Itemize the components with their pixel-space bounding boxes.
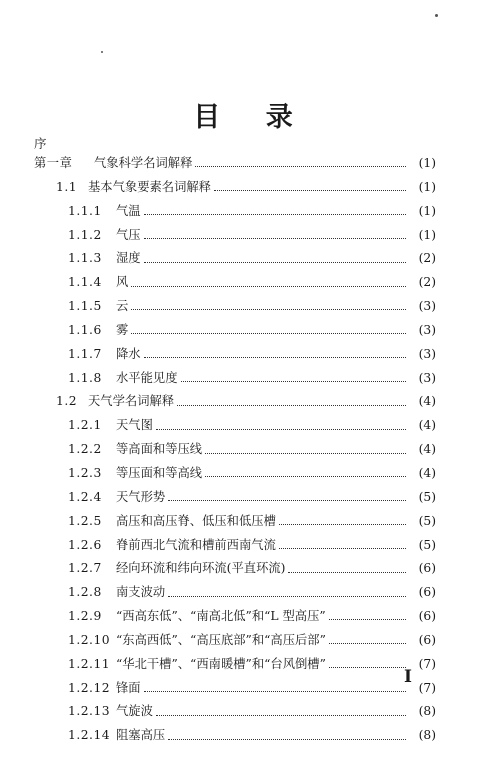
toc-label: 雾 [116, 322, 129, 337]
toc-label: 等高面和等压线 [116, 442, 203, 457]
toc-page: (3) [418, 346, 436, 361]
toc-label: 天气形势 [116, 489, 166, 504]
toc-item [34, 534, 436, 558]
toc-item [34, 510, 436, 534]
toc-number: 1.2 [56, 394, 78, 409]
toc-number: 1.2.10 [68, 632, 111, 647]
scan-speck [101, 51, 103, 53]
dot-leader [288, 572, 406, 573]
dot-leader [168, 596, 406, 597]
dot-leader [168, 500, 406, 501]
toc-label: 气压 [116, 227, 141, 242]
toc-item [34, 700, 436, 724]
toc-label: 气旋波 [116, 704, 153, 719]
table-of-contents [34, 152, 436, 748]
dot-leader [144, 357, 406, 358]
toc-page: (5) [418, 537, 436, 552]
toc-label: 脊前西北气流和槽前西南气流 [116, 537, 276, 552]
toc-item [34, 629, 436, 653]
toc-item [34, 653, 436, 677]
dot-leader [205, 453, 406, 454]
toc-page: (7) [418, 680, 436, 695]
toc-item [34, 581, 436, 605]
toc-label: 湿度 [116, 251, 141, 266]
toc-number: 第一章 [34, 156, 73, 170]
toc-label: 南支波动 [116, 585, 166, 600]
toc-number: 1.2.5 [68, 513, 102, 528]
toc-number: 1.1.6 [68, 322, 102, 337]
dot-leader [181, 381, 407, 382]
toc-label: 气象科学名词解释 [94, 156, 193, 170]
toc-label: 基本气象要素名词解释 [88, 179, 211, 194]
toc-number: 1.2.2 [68, 442, 102, 457]
toc-page: (7) [418, 656, 436, 671]
toc-label: 天气学名词解释 [88, 394, 175, 409]
dot-leader [205, 476, 406, 477]
dot-leader [156, 715, 406, 716]
toc-label: 风 [116, 275, 129, 290]
toc-number: 1.2.13 [68, 704, 111, 719]
toc-page: (2) [418, 275, 436, 290]
toc-item [34, 200, 436, 224]
toc-number: 1.1.5 [68, 299, 102, 314]
dot-leader [131, 309, 406, 310]
toc-item [34, 319, 436, 343]
toc-page: (6) [418, 585, 436, 600]
dot-leader [144, 214, 406, 215]
dot-leader [329, 619, 406, 620]
toc-label: 等压面和等高线 [116, 465, 203, 480]
toc-page: (4) [418, 394, 436, 409]
toc-label: “东高西低”、“高压底部”和“高压后部” [116, 632, 326, 647]
toc-number: 1.1.4 [68, 275, 102, 290]
toc-number: 1.2.3 [68, 465, 102, 480]
toc-page: (6) [418, 609, 436, 624]
dot-leader [177, 405, 406, 406]
toc-number: 1.1.8 [68, 370, 102, 385]
toc-number: 1.2.12 [68, 680, 111, 695]
toc-number: 1.1.2 [68, 227, 102, 242]
dot-leader [329, 643, 406, 644]
toc-label: 降水 [116, 346, 141, 361]
toc-page: (1) [418, 227, 436, 242]
toc-number: 1.2.7 [68, 561, 102, 576]
toc-page: (2) [418, 251, 436, 266]
toc-number: 1.2.4 [68, 489, 102, 504]
toc-number: 1.2.11 [68, 656, 111, 671]
toc-number: 1.2.8 [68, 585, 102, 600]
toc-label: 气温 [116, 203, 141, 218]
dot-leader [168, 739, 406, 740]
toc-number: 1.2.6 [68, 537, 102, 552]
dot-leader [144, 262, 406, 263]
toc-label: 锋面 [116, 680, 141, 695]
toc-item [34, 367, 436, 391]
dot-leader [329, 667, 406, 668]
toc-number: 1.1.3 [68, 251, 102, 266]
toc-item [34, 557, 436, 581]
toc-item [34, 343, 436, 367]
page-title: 目 录 [193, 102, 311, 133]
toc-number: 1.1.1 [68, 203, 102, 218]
toc-item [34, 271, 436, 295]
toc-page: (1) [418, 203, 436, 218]
toc-page: (5) [418, 513, 436, 528]
toc-label: 阻塞高压 [116, 728, 166, 743]
toc-item [34, 414, 436, 438]
toc-item [34, 247, 436, 271]
dot-leader [144, 691, 406, 692]
dot-leader [131, 333, 406, 334]
toc-section-1-2 [34, 390, 436, 414]
toc-page: (4) [418, 418, 436, 433]
toc-page: (8) [418, 704, 436, 719]
dot-leader [131, 286, 406, 287]
toc-item [34, 724, 436, 748]
toc-item [34, 677, 436, 701]
toc-number: 1.2.9 [68, 609, 102, 624]
toc-page: (4) [418, 465, 436, 480]
toc-label: “西高东低”、“南高北低”和“L 型高压” [116, 609, 326, 624]
toc-number: 1.2.14 [68, 728, 111, 743]
toc-page: (3) [418, 322, 436, 337]
page-number: I [404, 667, 412, 687]
toc-label: “华北干槽”、“西南暖槽”和“台风倒槽” [116, 656, 326, 671]
dot-leader [144, 238, 406, 239]
toc-label: 水平能见度 [116, 370, 178, 385]
toc-page: (6) [418, 632, 436, 647]
dot-leader [156, 429, 406, 430]
toc-label: 高压和高压脊、低压和低压槽 [116, 513, 276, 528]
dot-leader [279, 548, 406, 549]
preface-entry: 序 [34, 136, 47, 151]
toc-label: 经向环流和纬向环流(平直环流) [116, 561, 286, 576]
toc-chapter-1 [34, 152, 436, 176]
toc-page: (5) [418, 489, 436, 504]
toc-label: 云 [116, 299, 129, 314]
toc-item [34, 486, 436, 510]
toc-item [34, 462, 436, 486]
toc-page: (8) [418, 728, 436, 743]
toc-item [34, 295, 436, 319]
toc-item [34, 224, 436, 248]
toc-section-1-1 [34, 176, 436, 200]
toc-page: (3) [418, 299, 436, 314]
dot-leader [214, 190, 406, 191]
toc-number: 1.1.7 [68, 346, 102, 361]
toc-page: (1) [418, 179, 436, 194]
toc-label: 天气图 [116, 418, 153, 433]
toc-page: (4) [418, 442, 436, 457]
dot-leader [279, 524, 406, 525]
toc-page: (1) [418, 156, 436, 170]
scan-speck [435, 14, 438, 17]
toc-number: 1.1 [56, 179, 78, 194]
toc-item [34, 605, 436, 629]
dot-leader [195, 166, 406, 167]
toc-page: (6) [418, 561, 436, 576]
toc-number: 1.2.1 [68, 418, 102, 433]
toc-item [34, 438, 436, 462]
toc-page: (3) [418, 370, 436, 385]
